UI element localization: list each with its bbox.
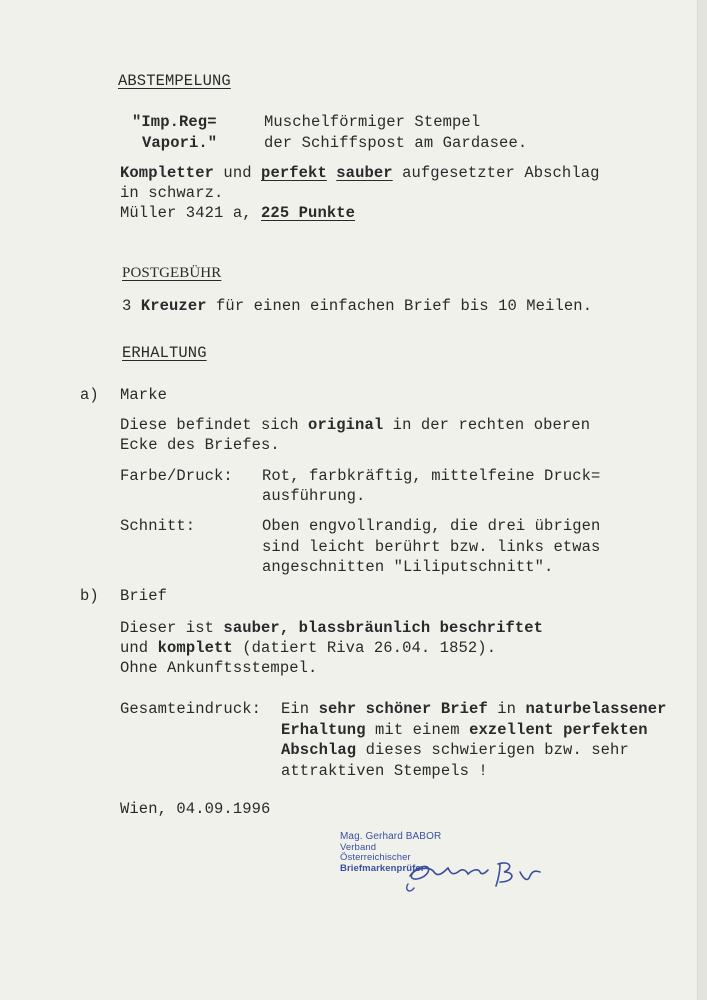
signature-image [388, 842, 558, 894]
brief-line-2-post: (datiert Riva 26.04. 1852). [242, 639, 497, 657]
komplett-word: komplett [157, 639, 233, 657]
original-word: original [308, 416, 384, 434]
und-word: und [223, 164, 252, 182]
stamp-line-4: Briefmarkenprüfer [340, 862, 425, 874]
mueller-ref: Müller 3421 a, [120, 204, 252, 222]
g1-d: naturbelassener [525, 700, 667, 718]
stamp-desc-2: der Schiffspost am Gardasee. [264, 134, 528, 152]
g1-c: in [497, 700, 517, 718]
g2-b: mit einem [375, 721, 460, 739]
postgebuehr-text: für einen einfachen Brief bis 10 Meilen. [216, 297, 593, 315]
postgebuehr-line [122, 296, 592, 316]
brief-line-1-pre: Dieser ist [120, 619, 215, 637]
marke-line-2: Ecke des Briefes. [120, 436, 280, 454]
section-brief-title: Brief [120, 587, 168, 605]
g2-a: Erhaltung [281, 721, 366, 739]
stamp-name: Mag. Gerhard BABOR [340, 831, 442, 842]
stamp-desc-1: Muschelförmiger Stempel [264, 113, 481, 131]
gesamt-line-3 [281, 740, 629, 760]
catalog-line [120, 203, 355, 223]
aufgesetzter-text: aufgesetzter Abschlag [402, 164, 600, 182]
gesamt-line-2 [281, 720, 648, 740]
heading-erhaltung: ERHALTUNG [122, 344, 207, 362]
marke-line-1 [120, 415, 590, 435]
farbe-line-2: ausführung. [262, 487, 366, 505]
imprint-line-1: "Imp.Reg= [132, 113, 217, 131]
punkte-value: 225 Punkte [261, 204, 356, 222]
section-marke-title: Marke [120, 386, 168, 404]
stamp-line-3: Österreichischer [340, 852, 411, 863]
brief-line-2 [120, 638, 496, 658]
abschlag-line-1 [120, 163, 600, 183]
kreuzer-word: Kreuzer [140, 297, 207, 315]
place-date: Wien, 04.09.1996 [120, 800, 271, 818]
gesamt-label: Gesamteindruck: [120, 700, 262, 718]
gesamt-line-1 [281, 699, 667, 719]
abschlag-line-2: in schwarz. [120, 184, 224, 202]
gesamt-line-4: attraktiven Stempels ! [281, 762, 488, 780]
perfekt-word: perfekt [261, 164, 327, 182]
heading-abstempelung: ABSTEMPELUNG [118, 72, 231, 90]
imprint-line-2: Vapori." [142, 134, 218, 152]
brief-line-1-bold: sauber, blassbräunlich beschriftet [223, 619, 544, 637]
g1-a: Ein [281, 700, 310, 718]
marker-a: a) [80, 386, 99, 404]
g1-b: sehr schöner Brief [318, 700, 488, 718]
g3-b: dieses schwierigen bzw. sehr [356, 741, 629, 759]
sauber-word: sauber [336, 164, 393, 182]
g3-a: Abschlag [281, 741, 357, 759]
postgebuehr-num: 3 [122, 297, 132, 315]
brief-line-3: Ohne Ankunftsstempel. [120, 659, 318, 677]
schnitt-line-1: Oben engvollrandig, die drei übrigen [262, 517, 601, 535]
kompletter-word: Kompletter [120, 164, 215, 182]
schnitt-line-3: angeschnitten "Liliputschnitt". [262, 558, 554, 576]
marke-line-1-post: in der rechten oberen [392, 416, 591, 434]
farbe-line-1: Rot, farbkräftig, mittelfeine Druck= [262, 467, 601, 485]
brief-line-1 [120, 618, 543, 638]
marker-b: b) [80, 587, 99, 605]
heading-postgebuehr: POSTGEBÜHR [122, 265, 222, 281]
schnitt-label: Schnitt: [120, 517, 196, 535]
page-edge [697, 0, 707, 1000]
stamp-line-2: Verband [340, 841, 377, 853]
g2-c: exzellent perfekten [469, 721, 648, 739]
farbe-label: Farbe/Druck: [120, 467, 233, 485]
marke-line-1-pre: Diese befindet sich [120, 416, 299, 434]
brief-line-2-pre: und [120, 639, 149, 657]
schnitt-line-2: sind leicht berührt bzw. links etwas [262, 538, 601, 556]
